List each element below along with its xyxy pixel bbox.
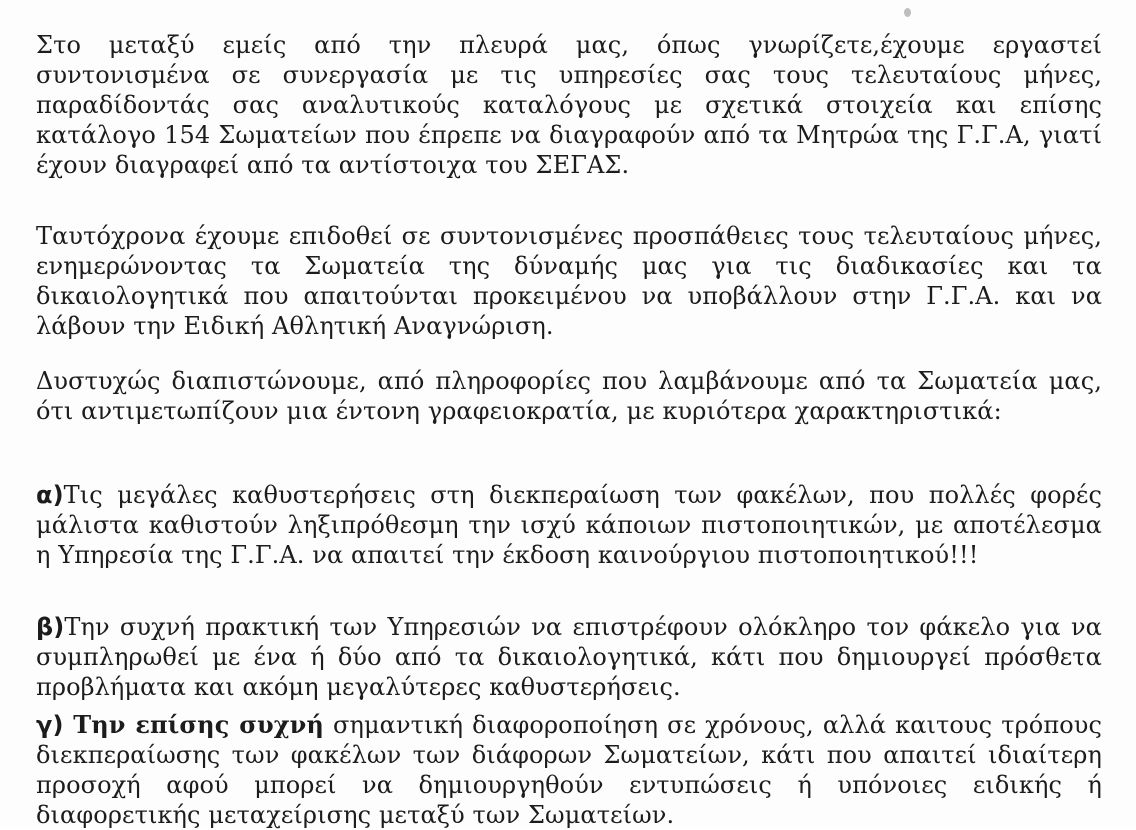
list-item-c-text: σημαντική διαφοροποίηση σε χρόνους, αλλά καιτους τρόπους διεκπεραίωσης των φακέλων των διάφορων Σωματείων, κάτι που απαιτεί ιδιαίτερη προσοχή αφού μπορεί να δημιουργηθούν εντυπώσεις ή υπόνοιες ειδικής ή διαφορετικής μεταχείρισης μεταξύ των Σωματείων. [36,711,1102,829]
list-item-b-label: β) [36,613,65,641]
paragraph-coordination: Στο μεταξύ εμείς από την πλευρά μας, όπως γνωρίζετε,έχουμε εργαστεί συντονισμένα σε συνεργασία με τις υπηρεσίες σας τους τελευταίους μήνες, παραδίδοντάς σας αναλυτικούς καταλόγους με σχετικά στοιχεία και επίσης κατάλογο 154 Σωματείων που έπρεπε να διαγραφούν από τα Μητρώα της Γ.Γ.Α, γιατί έχουν διαγραφεί από τα αντίστοιχα του ΣΕΓΑΣ. [36,31,1102,179]
list-item-c-label: γ) [36,711,64,739]
list-item-a-text: Τις μεγάλες καθυστερήσεις στη διεκπεραίωση των φακέλων, που πολλές φορές μάλιστα καθιστούν ληξιπρόθεσμη την ισχύ κάποιων πιστοποιητικών, με αποτέλεσμα η Υπηρεσία της Γ.Γ.Α. να απαιτεί την έκδοση καινούργιου πιστοποιητικού!!! [36,481,1102,569]
list-item-a-label: α) [36,481,64,509]
paragraph-efforts: Ταυτόχρονα έχουμε επιδοθεί σε συντονισμένες προσπάθειες τους τελευταίους μήνες, ενημερώνοντας τα Σωματεία της δύναμής μας για τις διαδικασίες και τα δικαιολογητικά που απαιτούνται προκειμένου να υποβάλλουν στην Γ.Γ.Α. και να λάβουν την Ειδική Αθλητική Αναγνώριση. [36,222,1102,340]
paragraph-bureaucracy: Δυστυχώς διαπιστώνουμε, από πληροφορίες που λαμβάνουμε από τα Σωματεία μας, ότι αντιμετωπίζουν μια έντονη γραφειοκρατία, με κυριότερα χαρακτηριστικά: [36,367,1102,425]
list-item-b [36,612,1102,702]
list-item-a [36,480,1102,570]
scan-speck [904,8,911,17]
list-item-c [36,710,1102,830]
list-item-c-bold-text: Την επίσης συχνή [63,710,324,739]
list-item-b-text: Την συχνή πρακτική των Υπηρεσιών να επιστρέφουν ολόκληρο τον φάκελο για να συμπληρωθεί με ένα ή δύο από τα δικαιολογητικά, κάτι που δημιουργεί πρόσθετα προβλήματα και ακόμη μεγαλύτερες καθυστερήσεις. [36,613,1102,701]
